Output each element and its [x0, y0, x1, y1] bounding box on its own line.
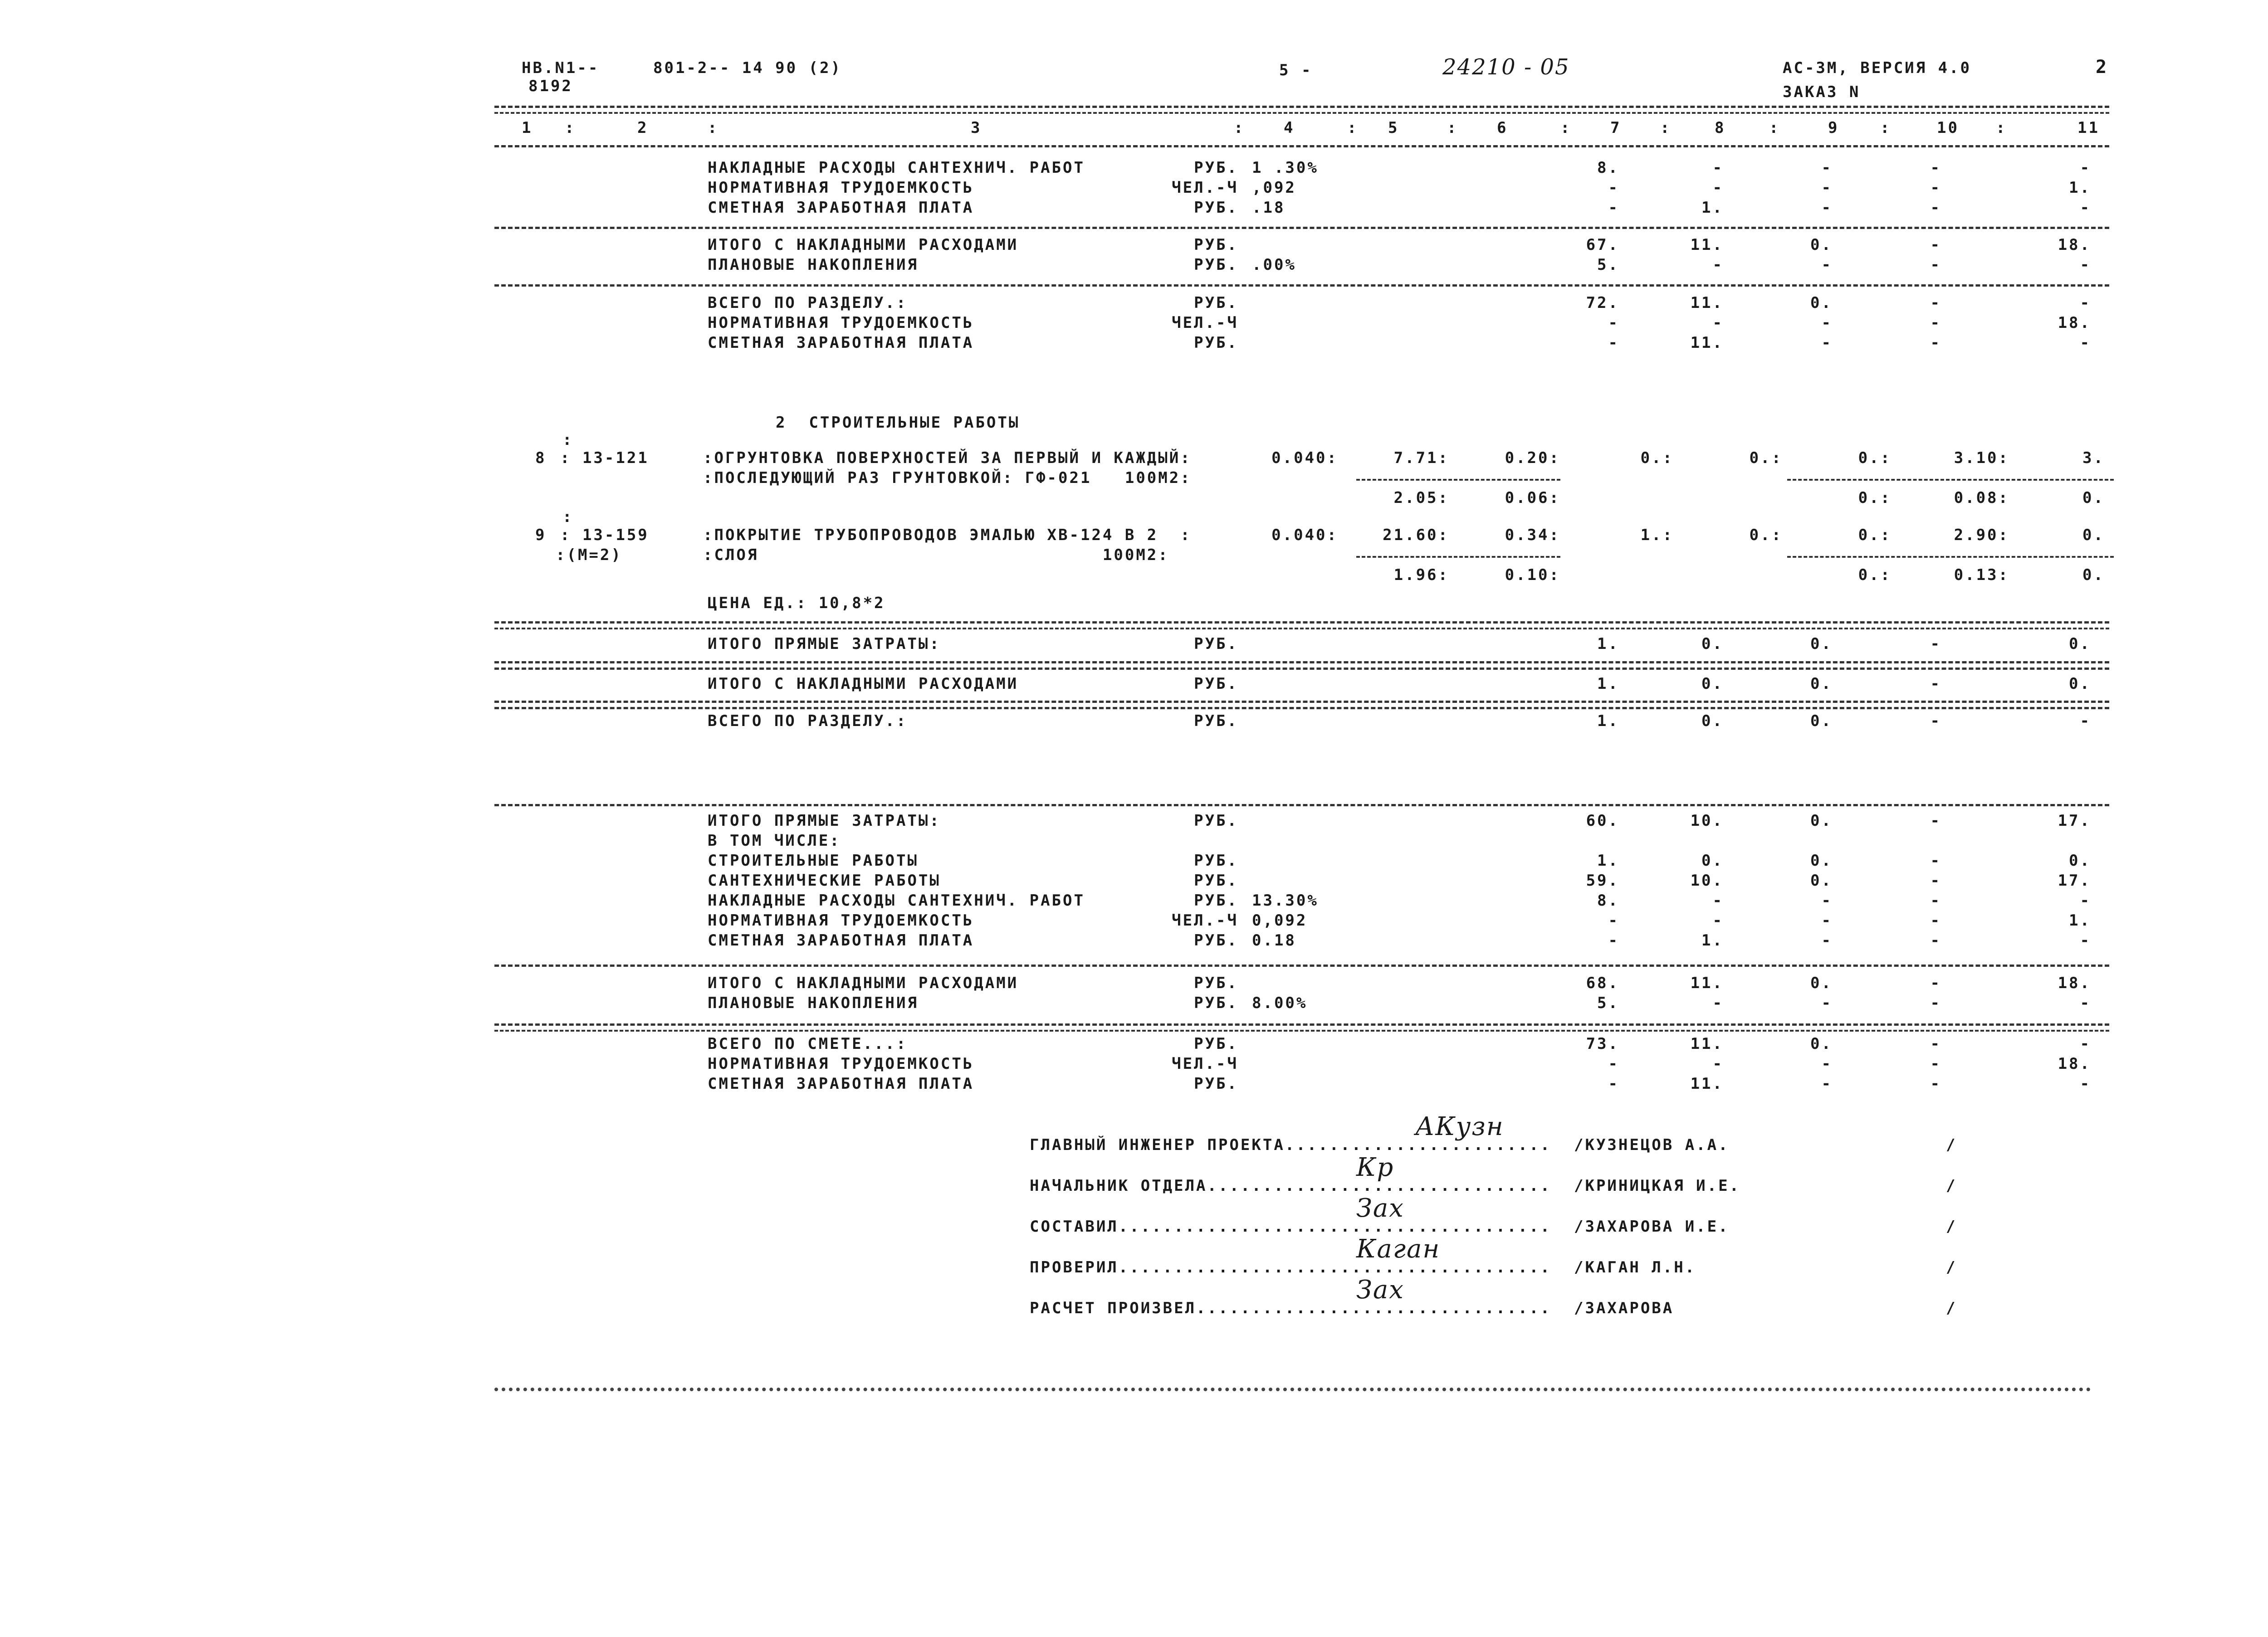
- page-number: 2: [2096, 57, 2109, 78]
- cell-col11: 18.: [2058, 314, 2091, 332]
- cell-col10: -: [1930, 994, 1941, 1012]
- cell-col10: 2.90:: [1954, 526, 2009, 544]
- handwritten-signature: Зах: [1356, 1194, 1404, 1223]
- cell-col7: 0.:: [1640, 449, 1674, 467]
- row-unit: РУБ.: [1194, 712, 1238, 730]
- cell-col9: 0.: [1810, 712, 1833, 730]
- cell-col9: -: [1821, 334, 1833, 352]
- row-unit: РУБ.: [1194, 199, 1238, 217]
- order-number: ЗАКАЗ N: [1783, 83, 1861, 101]
- cell-col8: 0.: [1701, 852, 1724, 870]
- cell-col10: -: [1930, 334, 1941, 352]
- row-label: НАКЛАДНЫЕ РАСХОДЫ САНТЕХНИЧ. РАБОТ: [708, 892, 1085, 910]
- cell-col9: 0.: [1810, 236, 1833, 254]
- separator: [494, 284, 2109, 287]
- item-price-6: 0.34:: [1505, 526, 1560, 544]
- cell-col8: -: [1712, 179, 1724, 197]
- handwritten-number: 24210 - 05: [1442, 54, 1570, 80]
- cell-col11: 1.: [2069, 911, 2091, 930]
- cell-col10: -: [1930, 236, 1941, 254]
- cell-col11: -: [2080, 199, 2091, 217]
- item-number: 9: [535, 526, 547, 544]
- cell-col9: -: [1821, 159, 1833, 177]
- column-separator: :: [1769, 119, 1780, 137]
- cell-col11b: 0.: [2082, 566, 2105, 584]
- cell-col7: -: [1608, 931, 1619, 950]
- cell-col11: 18.: [2058, 974, 2091, 992]
- cell-col8: 11.: [1690, 974, 1724, 992]
- cell-col10: -: [1930, 159, 1941, 177]
- row-unit: ЧЕЛ.-Ч: [1172, 179, 1238, 197]
- cell-col10: -: [1930, 931, 1941, 950]
- row-label: СМЕТНАЯ ЗАРАБОТНАЯ ПЛАТА: [708, 334, 974, 352]
- cell-col10b: 0.13:: [1954, 566, 2009, 584]
- column-separator: :: [565, 119, 576, 137]
- row-unit: ЧЕЛ.-Ч: [1172, 314, 1238, 332]
- cell-col11: 18.: [2058, 236, 2091, 254]
- cell-col10: -: [1930, 974, 1941, 992]
- unit-price: ЦЕНА ЕД.: 10,8*2: [708, 594, 885, 612]
- cell-col10: -: [1930, 872, 1941, 890]
- cell-col8: 11.: [1690, 334, 1724, 352]
- row-label: ВСЕГО ПО СМЕТЕ...:: [708, 1035, 908, 1053]
- cell-col9: -: [1821, 199, 1833, 217]
- row-label: ИТОГО С НАКЛАДНЫМИ РАСХОДАМИ: [708, 236, 1019, 254]
- column-header: 7: [1610, 119, 1622, 137]
- cell-col8: 1.: [1701, 199, 1724, 217]
- row-unit: РУБ.: [1194, 256, 1238, 274]
- row-unit: РУБ.: [1194, 872, 1238, 890]
- row-label: НОРМАТИВНАЯ ТРУДОЕМКОСТЬ: [708, 911, 974, 930]
- row-label: ПЛАНОВЫЕ НАКОПЛЕНИЯ: [708, 994, 919, 1012]
- cell-col10: -: [1930, 911, 1941, 930]
- cell-col10: -: [1930, 892, 1941, 910]
- row-unit: ЧЕЛ.-Ч: [1172, 911, 1238, 930]
- handwritten-signature: Кр: [1356, 1153, 1394, 1182]
- cell-col11: -: [2080, 334, 2091, 352]
- row-label: В ТОМ ЧИСЛЕ:: [708, 832, 841, 850]
- column-header: 4: [1284, 119, 1295, 137]
- cell-col9: 0.: [1810, 852, 1833, 870]
- row-unit: РУБ.: [1194, 1035, 1238, 1053]
- row-label: НОРМАТИВНАЯ ТРУДОЕМКОСТЬ: [708, 1055, 974, 1073]
- cell-col11b: 0.: [2082, 489, 2105, 507]
- doc-ref: 801-2-- 14 90 (2): [653, 59, 842, 77]
- column-header: 9: [1828, 119, 1839, 137]
- cell-col11: -: [2080, 159, 2091, 177]
- row-label: ИТОГО ПРЯМЫЕ ЗАТРАТЫ:: [708, 812, 941, 830]
- column-separator: :: [1996, 119, 2007, 137]
- row-label: НОРМАТИВНАЯ ТРУДОЕМКОСТЬ: [708, 179, 974, 197]
- bottom-dotted-line: [494, 1388, 2091, 1391]
- row-rate: 13.30%: [1252, 892, 1319, 910]
- cell-col10: 3.10:: [1954, 449, 2009, 467]
- column-header: 11: [2077, 119, 2100, 137]
- cell-col11: -: [2080, 931, 2091, 950]
- cell-col9b: 0.:: [1858, 566, 1892, 584]
- cell-col7: 1.: [1597, 675, 1619, 693]
- cell-col11: -: [2080, 1075, 2091, 1093]
- section-title: 2 СТРОИТЕЛЬНЫЕ РАБОТЫ: [776, 414, 1020, 432]
- cell-col10: -: [1930, 812, 1941, 830]
- cell-col9: -: [1821, 179, 1833, 197]
- cell-col9: 0.: [1810, 1035, 1833, 1053]
- cell-col9: -: [1821, 314, 1833, 332]
- cell-col11: -: [2080, 294, 2091, 312]
- cell-col8: 1.: [1701, 931, 1724, 950]
- cell-col8: 11.: [1690, 294, 1724, 312]
- cell-col11: 17.: [2058, 812, 2091, 830]
- cell-col8: -: [1712, 892, 1724, 910]
- separator: [494, 145, 2109, 147]
- signature-slash: /: [1946, 1258, 1957, 1276]
- row-rate: 0.18: [1252, 931, 1296, 950]
- signature-role: ПРОВЕРИЛ.......................................: [1030, 1258, 1552, 1276]
- column-separator: :: [708, 119, 719, 137]
- cell-col10: -: [1930, 635, 1941, 653]
- item-price-6b: 0.10:: [1505, 566, 1560, 584]
- item-description-1: :ПОКРЫТИЕ ТРУБОПРОВОДОВ ЭМАЛЬЮ ХВ-124 В 2 :: [703, 526, 1192, 544]
- row-label: ПЛАНОВЫЕ НАКОПЛЕНИЯ: [708, 256, 919, 274]
- doc-code-2: 8192: [528, 77, 573, 95]
- cell-col8: -: [1712, 256, 1724, 274]
- cell-col9b: 0.:: [1858, 489, 1892, 507]
- separator: [494, 661, 2109, 663]
- item-description-2: :ПОСЛЕДУЮЩИЙ РАЗ ГРУНТОВКОЙ: ГФ-021 100М2:: [703, 469, 1192, 487]
- cell-col7: 72.: [1586, 294, 1619, 312]
- separator: [494, 667, 2109, 670]
- column-separator: :: [562, 431, 574, 449]
- cell-col7: -: [1608, 314, 1619, 332]
- item-price-5: 7.71:: [1393, 449, 1449, 467]
- item-code: : 13-159: [560, 526, 649, 544]
- system-version: АС-3М, ВЕРСИЯ 4.0: [1783, 59, 1971, 77]
- cell-col8: 0.: [1701, 712, 1724, 730]
- cell-col9: 0.: [1810, 675, 1833, 693]
- cell-col8: 11.: [1690, 236, 1724, 254]
- column-header: 2: [637, 119, 649, 137]
- column-separator: :: [1880, 119, 1892, 137]
- row-label: ВСЕГО ПО РАЗДЕЛУ.:: [708, 294, 908, 312]
- cell-col11: -: [2080, 1035, 2091, 1053]
- item-quantity: 0.040:: [1271, 526, 1338, 544]
- separator: [494, 112, 2109, 114]
- cell-col10: -: [1930, 314, 1941, 332]
- cell-col9: -: [1821, 1055, 1833, 1073]
- column-separator: :: [1560, 119, 1572, 137]
- separator: [1356, 479, 1560, 481]
- signature-slash: /: [1946, 1218, 1957, 1236]
- separator: [494, 965, 2109, 967]
- separator: [494, 707, 2109, 709]
- separator: [494, 628, 2109, 629]
- separator: [494, 227, 2109, 229]
- row-label: НОРМАТИВНАЯ ТРУДОЕМКОСТЬ: [708, 314, 974, 332]
- signature-slash: /: [1946, 1299, 1957, 1317]
- column-header: 1: [522, 119, 533, 137]
- cell-col11: 0.: [2069, 675, 2091, 693]
- cell-col11: 3.: [2082, 449, 2105, 467]
- cell-col7: 1.:: [1640, 526, 1674, 544]
- cell-col9: 0.: [1810, 812, 1833, 830]
- cell-col9: 0.: [1810, 872, 1833, 890]
- signature-name: /КРИНИЦКАЯ И.Е.: [1574, 1177, 1741, 1195]
- row-unit: РУБ.: [1194, 1075, 1238, 1093]
- cell-col8: 11.: [1690, 1035, 1724, 1053]
- cell-col7: -: [1608, 199, 1619, 217]
- row-unit: ЧЕЛ.-Ч: [1172, 1055, 1238, 1073]
- row-label: ИТОГО С НАКЛАДНЫМИ РАСХОДАМИ: [708, 675, 1019, 693]
- cell-col7: 60.: [1586, 812, 1619, 830]
- item-price-6: 0.20:: [1505, 449, 1560, 467]
- cell-col9: -: [1821, 892, 1833, 910]
- handwritten-signature: АКузн: [1415, 1112, 1504, 1141]
- row-label: СМЕТНАЯ ЗАРАБОТНАЯ ПЛАТА: [708, 199, 974, 217]
- cell-col7: -: [1608, 911, 1619, 930]
- column-header: 6: [1497, 119, 1508, 137]
- signature-slash: /: [1946, 1136, 1957, 1154]
- cell-col9: -: [1821, 931, 1833, 950]
- cell-col8: 10.: [1690, 812, 1724, 830]
- cell-col7: 1.: [1597, 852, 1619, 870]
- cell-col7: 8.: [1597, 159, 1619, 177]
- cell-col9: 0.:: [1858, 526, 1892, 544]
- separator: [1356, 556, 1560, 558]
- signature-role: РАСЧЕТ ПРОИЗВЕЛ................................: [1030, 1299, 1552, 1317]
- separator: [494, 1023, 2109, 1026]
- row-label: ИТОГО ПРЯМЫЕ ЗАТРАТЫ:: [708, 635, 941, 653]
- cell-col8: -: [1712, 159, 1724, 177]
- cell-col10: -: [1930, 1035, 1941, 1053]
- cell-col10: -: [1930, 199, 1941, 217]
- row-unit: РУБ.: [1194, 159, 1238, 177]
- item-number: 8: [535, 449, 547, 467]
- handwritten-signature: Каган: [1356, 1234, 1441, 1264]
- column-separator: :: [1234, 119, 1245, 137]
- row-label: САНТЕХНИЧЕСКИЕ РАБОТЫ: [708, 872, 941, 890]
- row-unit: РУБ.: [1194, 892, 1238, 910]
- cell-col8: 0.:: [1749, 449, 1783, 467]
- column-header: 10: [1937, 119, 1959, 137]
- separator: [1787, 479, 2114, 481]
- row-unit: РУБ.: [1194, 334, 1238, 352]
- cell-col11: -: [2080, 994, 2091, 1012]
- row-label: СМЕТНАЯ ЗАРАБОТНАЯ ПЛАТА: [708, 931, 974, 950]
- item-description-1: :ОГРУНТОВКА ПОВЕРХНОСТЕЙ ЗА ПЕРВЫЙ И КАЖДЫЙ:: [703, 449, 1192, 467]
- signature-role: СОСТАВИЛ.......................................: [1030, 1218, 1552, 1236]
- cell-col10: -: [1930, 1055, 1941, 1073]
- cell-col8: 0.: [1701, 635, 1724, 653]
- row-rate: .18: [1252, 199, 1286, 217]
- row-rate: 8.00%: [1252, 994, 1308, 1012]
- item-price-6b: 0.06:: [1505, 489, 1560, 507]
- cell-col10: -: [1930, 852, 1941, 870]
- row-unit: РУБ.: [1194, 236, 1238, 254]
- column-header: 5: [1388, 119, 1399, 137]
- cell-col7: -: [1608, 334, 1619, 352]
- page-mark: 5 -: [1279, 61, 1313, 79]
- cell-col9: -: [1821, 256, 1833, 274]
- cell-col7: 1.: [1597, 712, 1619, 730]
- cell-col11: 0.: [2082, 526, 2105, 544]
- doc-code-1: НВ.N1--: [522, 59, 600, 77]
- cell-col11: -: [2080, 256, 2091, 274]
- handwritten-signature: Зах: [1356, 1275, 1404, 1305]
- cell-col11: 1.: [2069, 179, 2091, 197]
- cell-col7: 5.: [1597, 256, 1619, 274]
- cell-col7: 8.: [1597, 892, 1619, 910]
- cell-col8: 11.: [1690, 1075, 1724, 1093]
- item-code: : 13-121: [560, 449, 649, 467]
- row-rate: 1 .30%: [1252, 159, 1319, 177]
- signature-name: /КУЗНЕЦОВ А.А.: [1574, 1136, 1730, 1154]
- cell-col7: 59.: [1586, 872, 1619, 890]
- cell-col8: -: [1712, 1055, 1724, 1073]
- cell-col10: -: [1930, 294, 1941, 312]
- cell-col9: 0.: [1810, 974, 1833, 992]
- cell-col10b: 0.08:: [1954, 489, 2009, 507]
- signature-name: /КАГАН Л.Н.: [1574, 1258, 1696, 1276]
- cell-col9: 0.:: [1858, 449, 1892, 467]
- row-rate: ,092: [1252, 179, 1296, 197]
- signature-role: НАЧАЛЬНИК ОТДЕЛА...............................: [1030, 1177, 1552, 1195]
- item-description-2: :СЛОЯ 100М2:: [703, 546, 1169, 564]
- cell-col7: 68.: [1586, 974, 1619, 992]
- separator: [494, 701, 2109, 703]
- column-header: 3: [971, 119, 982, 137]
- cell-col10: -: [1930, 179, 1941, 197]
- cell-col8: 0.:: [1749, 526, 1783, 544]
- cell-col8: -: [1712, 911, 1724, 930]
- separator: [494, 1030, 2109, 1032]
- cell-col9: -: [1821, 1075, 1833, 1093]
- column-separator: :: [562, 508, 574, 526]
- cell-col8: -: [1712, 994, 1724, 1012]
- cell-col7: 67.: [1586, 236, 1619, 254]
- item-price-5: 21.60:: [1383, 526, 1449, 544]
- cell-col7: 1.: [1597, 635, 1619, 653]
- row-label: ИТОГО С НАКЛАДНЫМИ РАСХОДАМИ: [708, 974, 1019, 992]
- row-unit: РУБ.: [1194, 294, 1238, 312]
- cell-col11: -: [2080, 892, 2091, 910]
- row-label: СМЕТНАЯ ЗАРАБОТНАЯ ПЛАТА: [708, 1075, 974, 1093]
- signature-slash: /: [1946, 1177, 1957, 1195]
- cell-col10: -: [1930, 1075, 1941, 1093]
- cell-col9: 0.: [1810, 294, 1833, 312]
- item-quantity: 0.040:: [1271, 449, 1338, 467]
- separator: [494, 804, 2109, 806]
- row-unit: РУБ.: [1194, 931, 1238, 950]
- separator: [494, 621, 2109, 624]
- cell-col7: -: [1608, 1075, 1619, 1093]
- row-label: СТРОИТЕЛЬНЫЕ РАБОТЫ: [708, 852, 919, 870]
- row-unit: РУБ.: [1194, 675, 1238, 693]
- column-header: 8: [1715, 119, 1726, 137]
- row-unit: РУБ.: [1194, 974, 1238, 992]
- cell-col9: -: [1821, 911, 1833, 930]
- row-rate: 0,092: [1252, 911, 1308, 930]
- cell-col9: 0.: [1810, 635, 1833, 653]
- cell-col7: 73.: [1586, 1035, 1619, 1053]
- cell-col11: 17.: [2058, 872, 2091, 890]
- separator: [494, 106, 2109, 108]
- cell-col8: -: [1712, 314, 1724, 332]
- signature-role: ГЛАВНЫЙ ИНЖЕНЕР ПРОЕКТА........................: [1030, 1136, 1552, 1154]
- cell-col10: -: [1930, 675, 1941, 693]
- cell-col10: -: [1930, 712, 1941, 730]
- column-separator: :: [1447, 119, 1458, 137]
- row-label: ВСЕГО ПО РАЗДЕЛУ.:: [708, 712, 908, 730]
- cell-col7: -: [1608, 1055, 1619, 1073]
- cell-col11: 0.: [2069, 635, 2091, 653]
- row-unit: РУБ.: [1194, 635, 1238, 653]
- signature-name: /ЗАХАРОВА: [1574, 1299, 1674, 1317]
- item-code-sub: :(М=2): [556, 546, 622, 564]
- cell-col10: -: [1930, 256, 1941, 274]
- row-label: НАКЛАДНЫЕ РАСХОДЫ САНТЕХНИЧ. РАБОТ: [708, 159, 1085, 177]
- signature-name: /ЗАХАРОВА И.Е.: [1574, 1218, 1730, 1236]
- row-unit: РУБ.: [1194, 812, 1238, 830]
- cell-col9: -: [1821, 994, 1833, 1012]
- cell-col11: 18.: [2058, 1055, 2091, 1073]
- item-price-5b: 1.96:: [1393, 566, 1449, 584]
- column-separator: :: [1347, 119, 1359, 137]
- cell-col8: 0.: [1701, 675, 1724, 693]
- cell-col8: 10.: [1690, 872, 1724, 890]
- cell-col7: -: [1608, 179, 1619, 197]
- row-rate: .00%: [1252, 256, 1296, 274]
- cell-col11: -: [2080, 712, 2091, 730]
- column-separator: :: [1660, 119, 1672, 137]
- row-unit: РУБ.: [1194, 994, 1238, 1012]
- item-price-5b: 2.05:: [1393, 489, 1449, 507]
- row-unit: РУБ.: [1194, 852, 1238, 870]
- cell-col11: 0.: [2069, 852, 2091, 870]
- separator: [1787, 556, 2114, 558]
- cell-col7: 5.: [1597, 994, 1619, 1012]
